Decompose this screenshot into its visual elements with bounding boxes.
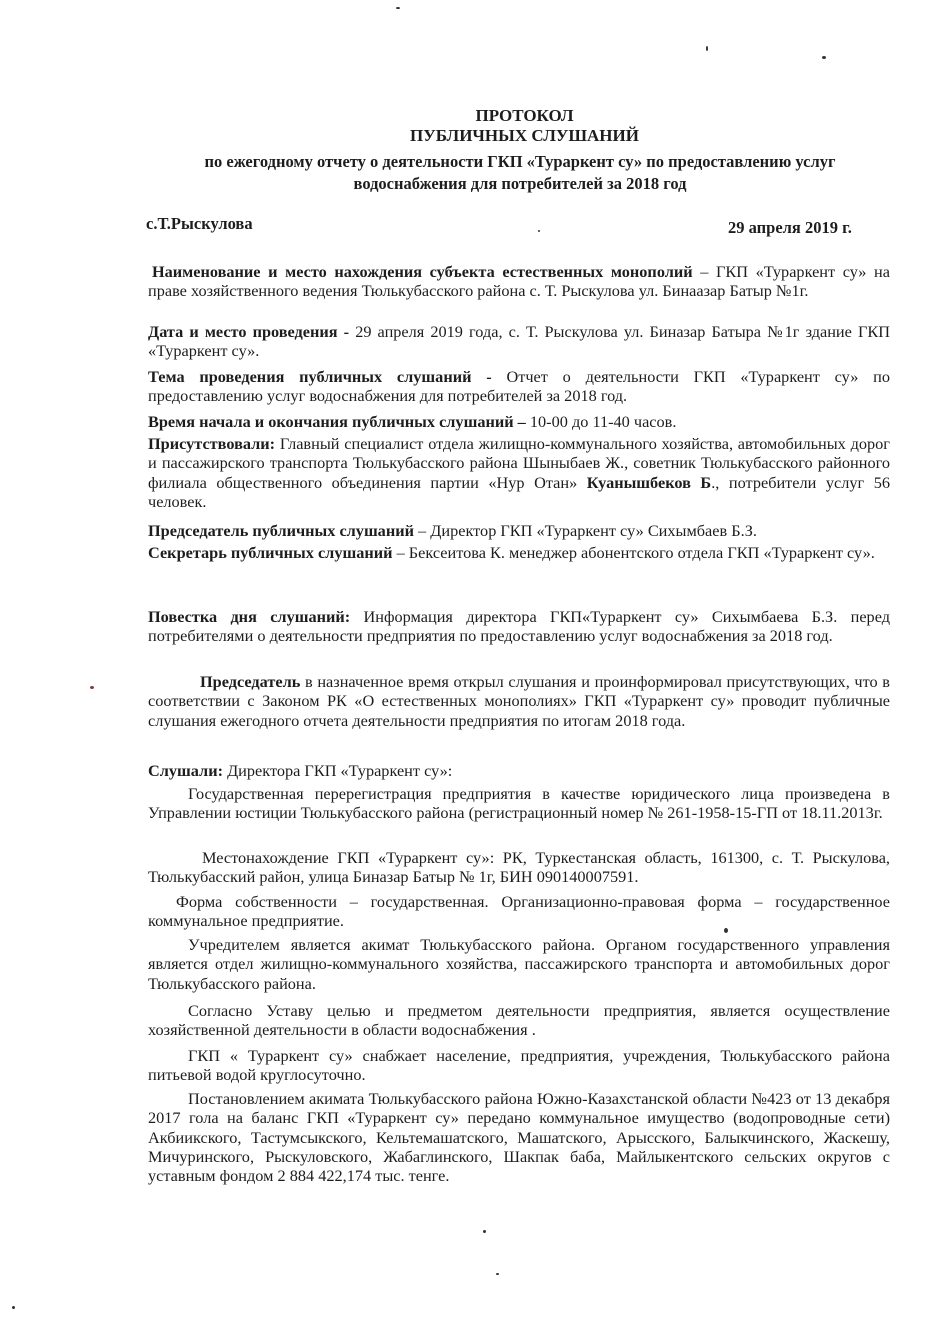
- paragraph-text: ., потребители услуг 56 человек.: [148, 472, 891, 511]
- paragraph-label: Председатель публичных слушаний: [148, 521, 414, 540]
- paragraph-text: Информация директора ГКП«Тураркент су» Сихымбаева Б.З. перед потребителями о деятельности предприятия по предоставлению услуг водоснабжения за 2018 год.: [148, 607, 890, 646]
- paragraph-ownership: Форма собственности – государственная. Организационно-правовая форма – государственное коммунальное предприятие.: [148, 892, 890, 931]
- scan-speck: [496, 1273, 499, 1275]
- paragraph-supply: ГКП « Тураркент су» снабжает население, предприятия, учреждения, Тюлькубасского района питьевой водой круглосуточно.: [148, 1046, 890, 1085]
- paragraph-subject: [148, 262, 890, 301]
- scan-speck: [538, 230, 540, 232]
- paragraph-text: 29 апреля 2019 года, с. Т. Рыскулова ул. Биназар Батыра №1г здание ГКП «Тураркент су».: [148, 322, 890, 361]
- document-title-line2: ПУБЛИЧНЫХ СЛУШАНИЙ: [410, 126, 639, 145]
- paragraph-date-place: [148, 322, 890, 361]
- paragraph-text: – ГКП «Тураркент су» на праве хозяйственного ведения Тюлькубасского района с. Т. Рыскулова ул. Бинаазар Батыр №1г.: [148, 262, 890, 301]
- paragraph-secretary: [148, 543, 890, 562]
- scan-speck: [12, 1306, 15, 1309]
- paragraph-label: Повестка дня слушаний:: [148, 607, 351, 626]
- paragraph-label: Дата и место проведения -: [148, 322, 356, 341]
- document-date: 29 апреля 2019 г.: [728, 218, 852, 237]
- paragraph-bold-name: Куанышбеков Б: [586, 472, 712, 492]
- paragraph-resolution: Постановлением акимата Тюлькубасского района Южно-Казахстанской области №423 от 13 декабря 2017 гола на баланс ГКП «Тураркент су» передано коммунальное имущество (водопроводные сети) Акбиикского, Тастумсыкского, Кельтемашатского, Машатского, Арысского, Балыкчинского, Жаскешу, Мичуринского, Рыскуловского, Жабаглинского, Шакпак баба, Майлыкентского сельских округов с уставным фондом 2 884 422,174 тыс. тенге.: [148, 1089, 890, 1186]
- paragraph-location: Местонахождение ГКП «Тураркент су»: РК, Туркестанская область, 161300, с. Т. Рыскулова, Тюлькубасский район, улица Биназар Батыр № 1г, БИН 090140007591.: [148, 848, 890, 887]
- paragraph-charter: Согласно Уставу целью и предметом деятельности предприятия, является осуществление хозяйственной деятельности в области водоснабжения .: [148, 1001, 890, 1040]
- scan-speck: [724, 928, 728, 933]
- paragraph-chairman: [148, 521, 890, 540]
- document-place: с.Т.Рыскулова: [146, 214, 253, 233]
- scan-speck: [706, 46, 708, 51]
- paragraph-heard: [148, 761, 890, 780]
- paragraph-topic: [148, 367, 890, 406]
- scan-speck: [483, 1230, 486, 1233]
- paragraph-label: Секретарь публичных слушаний: [148, 543, 393, 562]
- paragraph-label: Слушали:: [148, 761, 223, 780]
- scan-speck: [822, 56, 826, 59]
- scan-speck: [396, 7, 400, 9]
- paragraph-agenda: [148, 607, 890, 646]
- document-subtitle: по ежегодному отчету о деятельности ГКП «Тураркент су» по предоставлению услуг: [204, 152, 836, 171]
- paragraph-opening: [148, 672, 890, 730]
- paragraph-attendees: [148, 434, 890, 511]
- paragraph-text: – Бексеитова К. менеджер абонентского отдела ГКП «Тураркент су».: [392, 543, 875, 562]
- paragraph-text: Директора ГКП «Тураркент су»:: [223, 761, 453, 780]
- paragraph-label: Присутствовали:: [148, 434, 276, 453]
- scan-speck: [90, 686, 94, 689]
- paragraph-label: Председатель: [200, 672, 301, 691]
- paragraph-label: Время начала и окончания публичных слушаний –: [148, 412, 530, 431]
- paragraph-registration: Государственная перерегистрация предприятия в качестве юридического лица произведена в Управлении юстиции Тюлькубасского района (регистрационный номер № 261-1958-15-ГП от 18.11.2013г.: [148, 784, 890, 823]
- paragraph-text: Главный специалист отдела жилищно-коммунального хозяйства, автомобильных дорог и пассажирского транспорта Тюлькубасского района Шыныбаев Ж., советник Тюлькубасского районного филиала общественного объединения партии «Нур Отан»: [148, 434, 890, 492]
- document-subtitle-line2: водоснабжения для потребителей за 2018 год: [353, 174, 687, 193]
- paragraph-text: – Директор ГКП «Тураркент су» Сихымбаев Б.З.: [413, 521, 757, 540]
- paragraph-founder: Учредителем является акимат Тюлькубасского района. Органом государственного управления является отдел жилищно-коммунального хозяйства, пассажирского транспорта и автомобильных дорог Тюлькубасского района.: [148, 935, 890, 993]
- paragraph-label: Наименование и место нахождения субъекта естественных монополий: [152, 262, 693, 281]
- paragraph-text: 10-00 до 11-40 часов.: [529, 412, 677, 431]
- paragraph-text: Отчет о деятельности ГКП «Тураркент су» по предоставлению услуг водоснабжения для потребителей за 2018 год.: [148, 367, 891, 406]
- paragraph-label: Тема проведения публичных слушаний -: [148, 367, 507, 386]
- paragraph-time: [148, 412, 890, 431]
- document-title: ПРОТОКОЛ: [475, 106, 574, 125]
- paragraph-text: в назначенное время открыл слушания и проинформировал присутствующих, что в соответствии с Законом РК «О естественных монополиях» ГКП «Тураркент су» проводит публичные слушания ежегодного отчета деятельности предприятия по итогам 2018 года.: [148, 672, 890, 730]
